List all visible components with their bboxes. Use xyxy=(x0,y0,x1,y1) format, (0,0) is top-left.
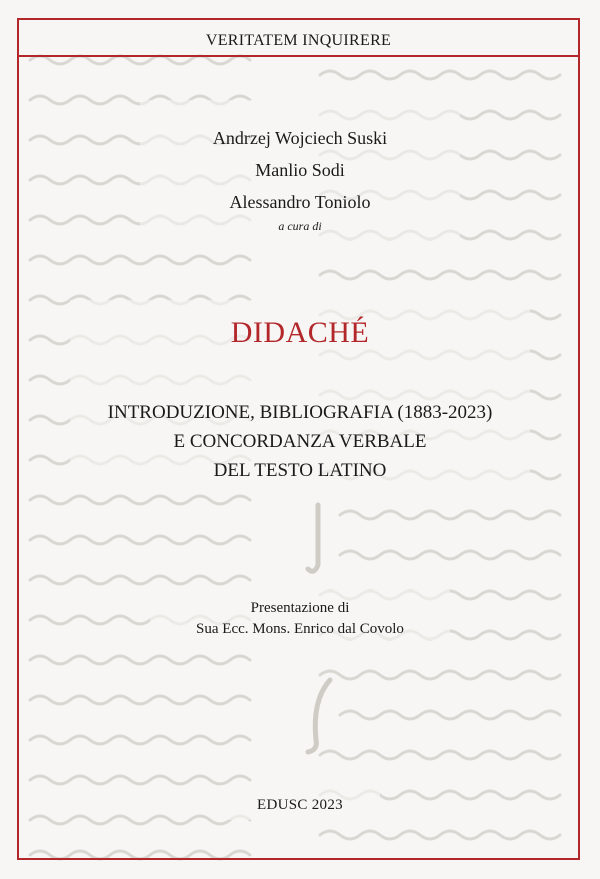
book-subtitle xyxy=(60,398,540,485)
presentation-person: Sua Ecc. Mons. Enrico dal Covolo xyxy=(196,621,404,637)
publisher-year: EDUSC 2023 xyxy=(257,797,343,813)
series-name: VERITATEM INQUIRERE xyxy=(205,32,392,49)
presentation-heading: Presentazione di xyxy=(250,600,350,616)
header-divider xyxy=(17,55,580,57)
book-title: DIDACHÉ xyxy=(230,316,370,349)
author-name: Alessandro Toniolo xyxy=(229,192,371,212)
subtitle-line: INTRODUZIONE, BIBLIOGRAFIA (1883-2023) xyxy=(107,402,493,423)
author-name: Manlio Sodi xyxy=(255,160,345,180)
subtitle-line: DEL TESTO LATINO xyxy=(213,460,387,481)
subtitle-line: E CONCORDANZA VERBALE xyxy=(173,431,427,452)
author-name: Andrzej Wojciech Suski xyxy=(212,128,388,148)
presentation-credit xyxy=(0,598,600,640)
editor-note: a cura di xyxy=(278,219,322,233)
authors xyxy=(0,122,600,218)
